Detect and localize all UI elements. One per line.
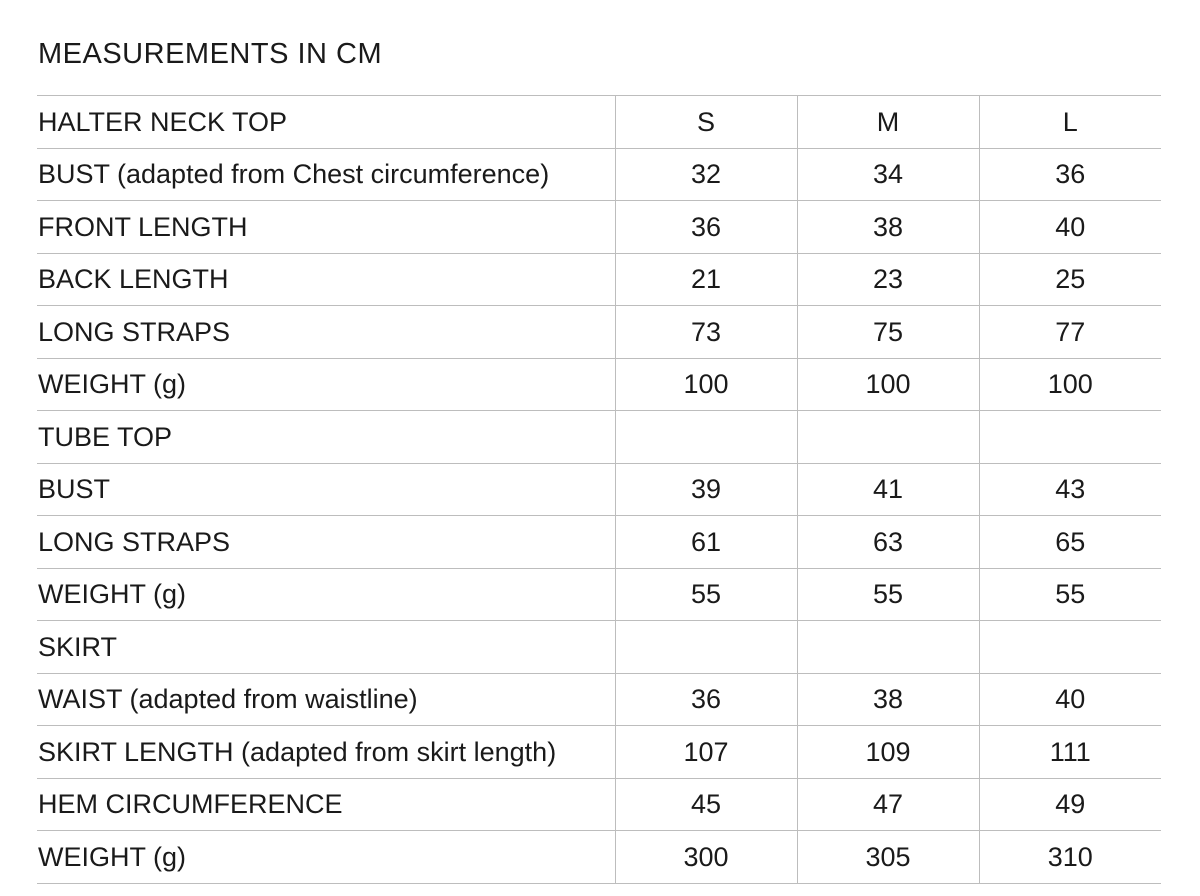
cell-m: 63 <box>797 516 979 569</box>
cell-s: 100 <box>615 358 797 411</box>
row-label: LONG STRAPS <box>37 306 615 359</box>
page-title: MEASUREMENTS IN CM <box>38 38 383 70</box>
size-header-l: L <box>979 96 1161 149</box>
cell-s: 45 <box>615 778 797 831</box>
cell-m: 100 <box>797 358 979 411</box>
cell-s: 55 <box>615 568 797 621</box>
measurements-table <box>37 95 1161 884</box>
cell-s <box>615 621 797 674</box>
section-header-tube-top: TUBE TOP <box>37 411 615 464</box>
cell-l: 43 <box>979 463 1161 516</box>
cell-m: 75 <box>797 306 979 359</box>
table-row <box>37 148 1161 201</box>
cell-l: 36 <box>979 148 1161 201</box>
row-label: BACK LENGTH <box>37 253 615 306</box>
cell-s: 36 <box>615 201 797 254</box>
table-row <box>37 306 1161 359</box>
cell-m: 38 <box>797 673 979 726</box>
cell-s: 61 <box>615 516 797 569</box>
row-label: WEIGHT (g) <box>37 568 615 621</box>
table-row <box>37 201 1161 254</box>
cell-s: 107 <box>615 726 797 779</box>
cell-s: 21 <box>615 253 797 306</box>
row-label: SKIRT LENGTH (adapted from skirt length) <box>37 726 615 779</box>
cell-l: 100 <box>979 358 1161 411</box>
cell-l <box>979 411 1161 464</box>
cell-m: 47 <box>797 778 979 831</box>
row-label: WAIST (adapted from waistline) <box>37 673 615 726</box>
cell-l: 111 <box>979 726 1161 779</box>
cell-m: 305 <box>797 831 979 884</box>
cell-l: 310 <box>979 831 1161 884</box>
section-row-skirt <box>37 621 1161 674</box>
cell-s: 32 <box>615 148 797 201</box>
table-row <box>37 778 1161 831</box>
cell-l: 49 <box>979 778 1161 831</box>
cell-m: 55 <box>797 568 979 621</box>
row-label: WEIGHT (g) <box>37 831 615 884</box>
row-label: FRONT LENGTH <box>37 201 615 254</box>
cell-m: 38 <box>797 201 979 254</box>
table-row <box>37 253 1161 306</box>
cell-m: 23 <box>797 253 979 306</box>
row-label: BUST <box>37 463 615 516</box>
section-header-skirt: SKIRT <box>37 621 615 674</box>
section-row-tube-top <box>37 411 1161 464</box>
size-header-m: M <box>797 96 979 149</box>
cell-l: 65 <box>979 516 1161 569</box>
cell-l: 55 <box>979 568 1161 621</box>
cell-s: 36 <box>615 673 797 726</box>
table-row <box>37 831 1161 884</box>
table-row <box>37 358 1161 411</box>
table-row <box>37 568 1161 621</box>
cell-s <box>615 411 797 464</box>
cell-l: 25 <box>979 253 1161 306</box>
cell-m: 109 <box>797 726 979 779</box>
row-label: HEM CIRCUMFERENCE <box>37 778 615 831</box>
row-label: LONG STRAPS <box>37 516 615 569</box>
cell-l: 40 <box>979 201 1161 254</box>
cell-m <box>797 411 979 464</box>
row-label: WEIGHT (g) <box>37 358 615 411</box>
cell-l: 40 <box>979 673 1161 726</box>
cell-m <box>797 621 979 674</box>
table-row <box>37 463 1161 516</box>
table-row <box>37 516 1161 569</box>
section-header-halter-neck-top: HALTER NECK TOP <box>37 96 615 149</box>
size-header-s: S <box>615 96 797 149</box>
cell-s: 300 <box>615 831 797 884</box>
table-header-row <box>37 96 1161 149</box>
cell-m: 34 <box>797 148 979 201</box>
cell-s: 39 <box>615 463 797 516</box>
table-row <box>37 673 1161 726</box>
cell-s: 73 <box>615 306 797 359</box>
table-row <box>37 726 1161 779</box>
cell-m: 41 <box>797 463 979 516</box>
cell-l: 77 <box>979 306 1161 359</box>
row-label: BUST (adapted from Chest circumference) <box>37 148 615 201</box>
cell-l <box>979 621 1161 674</box>
